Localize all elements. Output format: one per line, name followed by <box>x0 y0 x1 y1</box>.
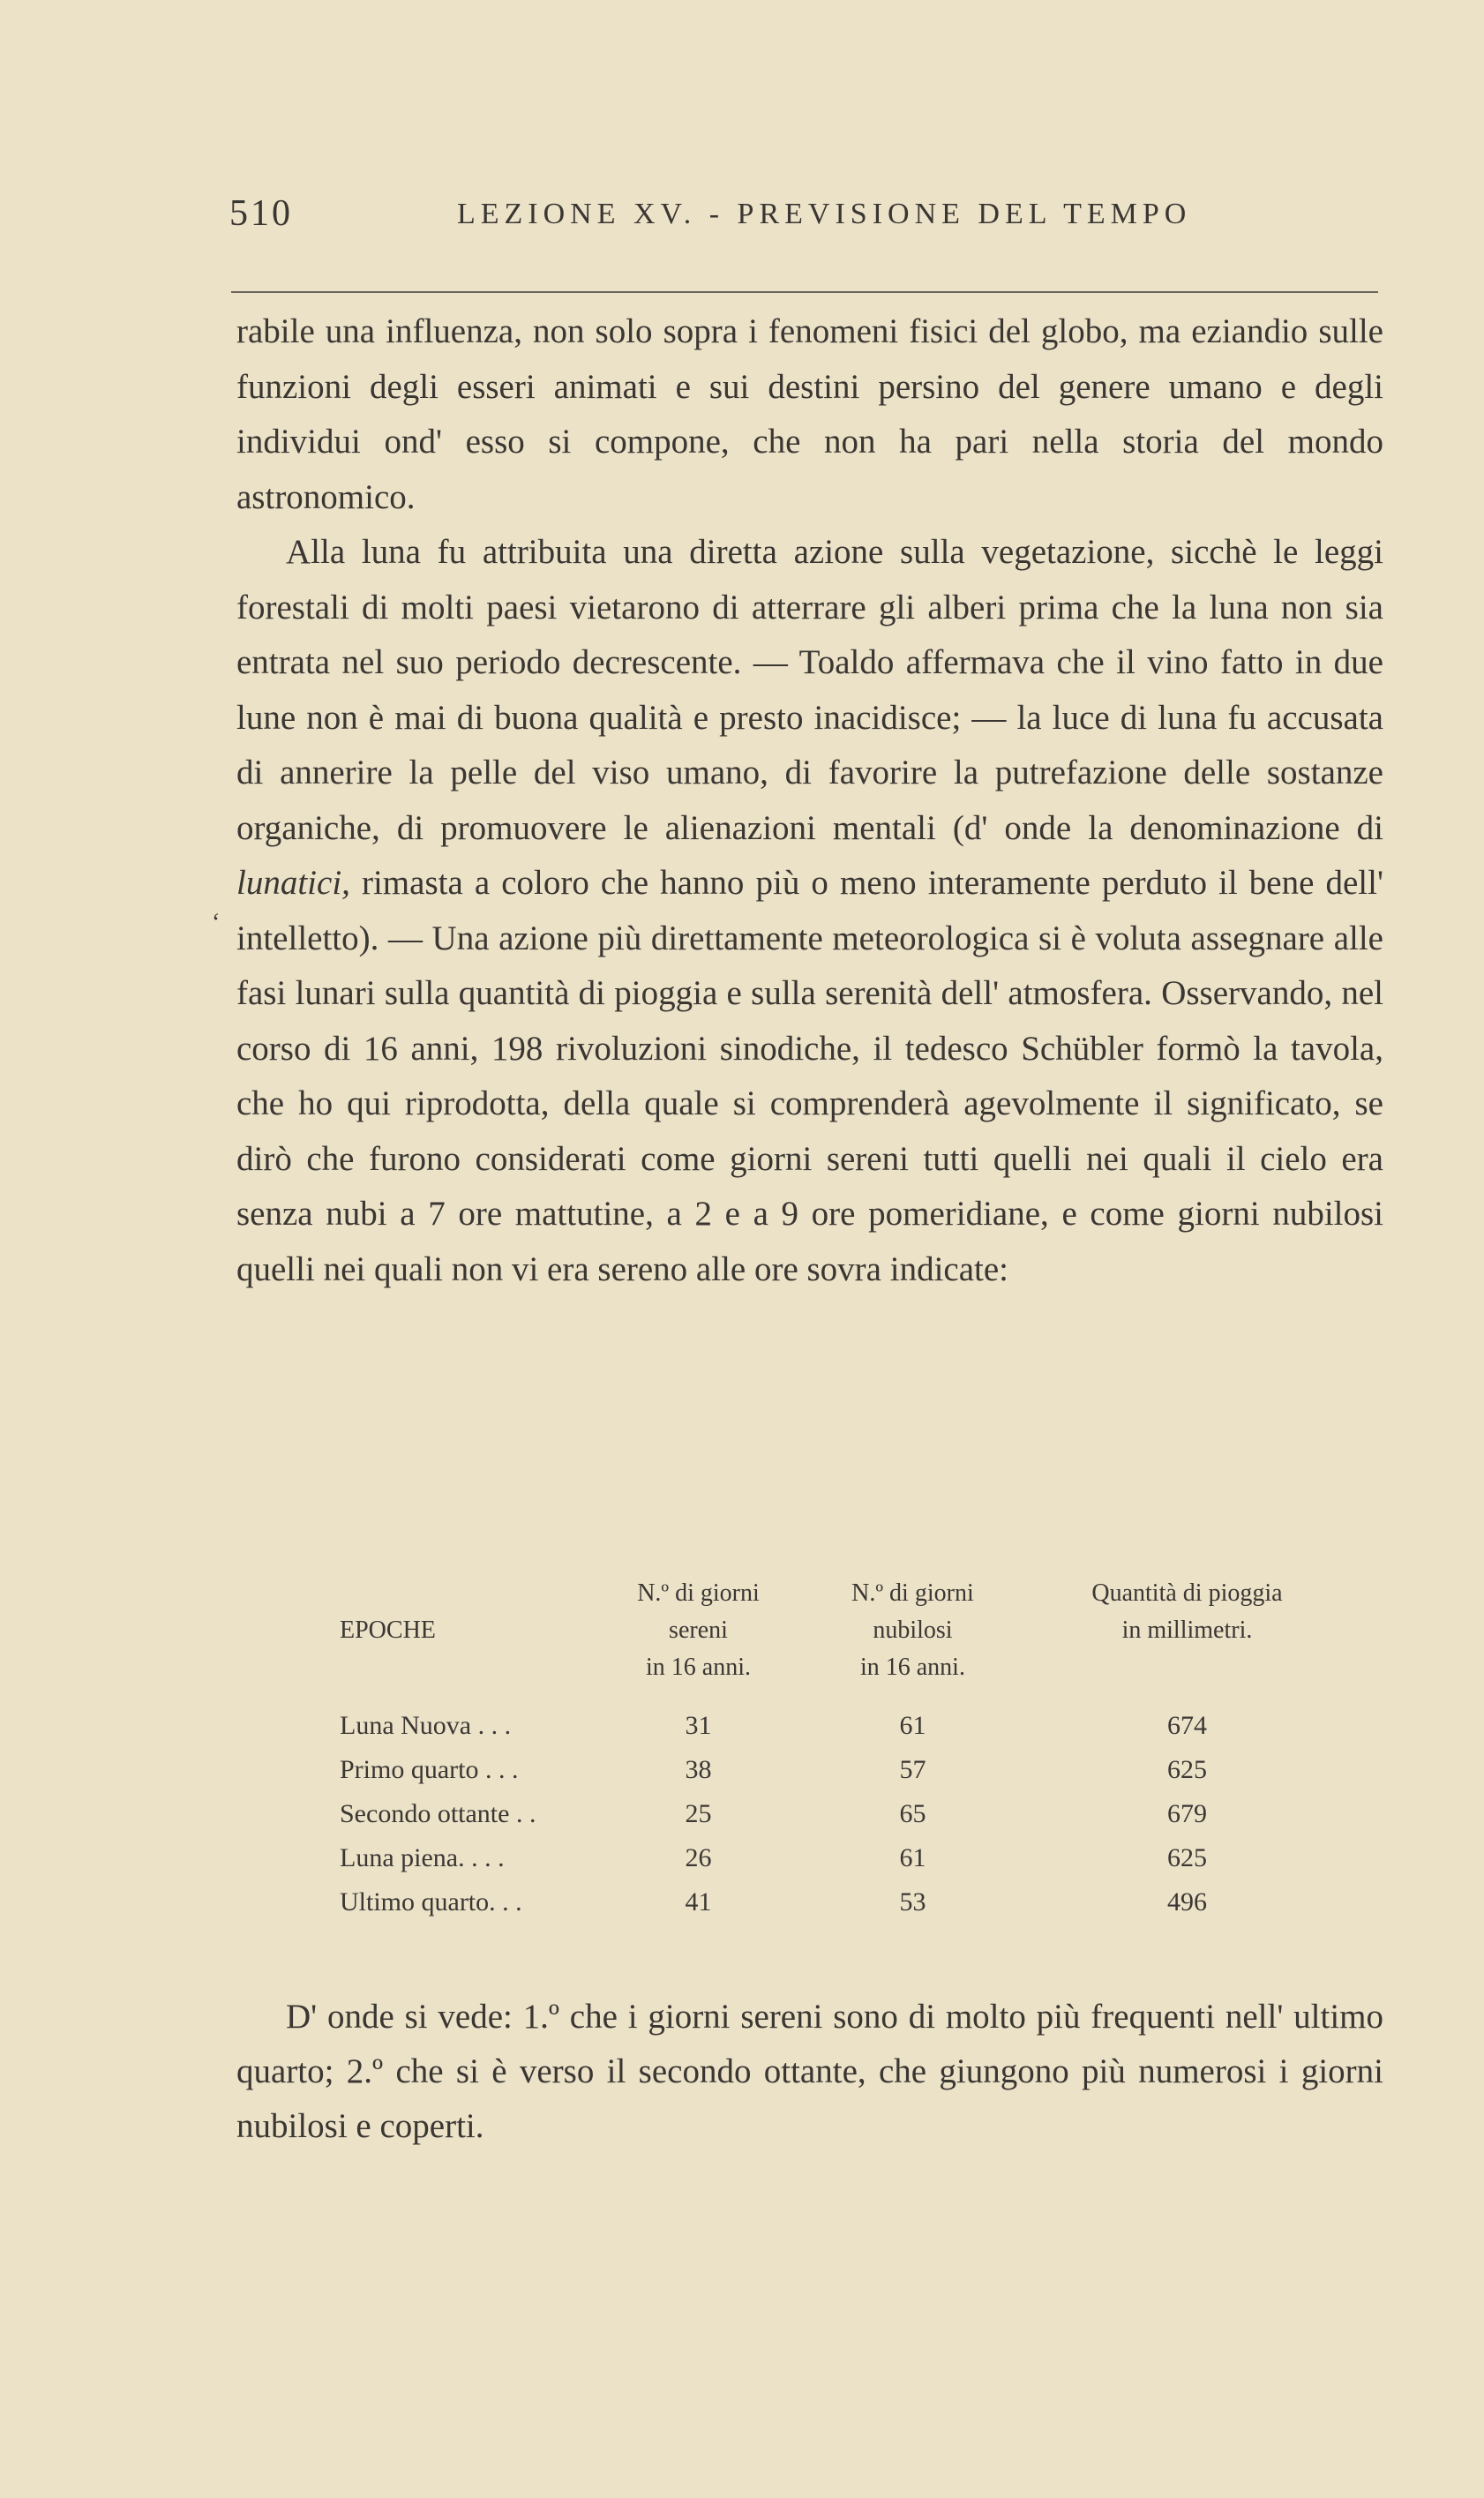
row-epoca: Secondo ottante . . <box>340 1799 536 1828</box>
header-sereni <box>591 1575 806 1686</box>
header-sereni-line1: N.º di giorni <box>637 1579 760 1607</box>
body-text <box>236 304 1383 1297</box>
row-epoca: Primo quarto . . . <box>340 1755 519 1784</box>
table-row <box>340 1836 1354 1880</box>
conclusion-paragraph: D' onde si vede: 1.º che i giorni sereni sono di molto più frequenti nell' ultimo quarto; 2.º che si è verso il secondo ottante, che giungono più numerosi i giorni nubilosi e coperti. <box>236 1998 1383 2145</box>
row-nubilosi: 61 <box>899 1843 926 1872</box>
header-nubilosi <box>806 1575 1020 1686</box>
paragraph-2 <box>236 525 1383 1297</box>
header-sereni-line3: in 16 anni. <box>645 1654 751 1681</box>
row-pioggia: 625 <box>1166 1843 1207 1872</box>
paragraph-2-italic-term: lunatici, <box>236 864 350 902</box>
row-nubilosi: 65 <box>899 1799 926 1828</box>
row-sereni: 41 <box>685 1887 712 1917</box>
header-pioggia-line1: Quantità di pioggia <box>1091 1579 1283 1607</box>
row-epoca: Ultimo quarto. . . <box>340 1887 522 1917</box>
header-rule <box>231 291 1378 293</box>
header-sereni-line2: sereni <box>669 1617 728 1644</box>
table-row <box>340 1748 1354 1792</box>
running-title: LEZIONE XV. - PREVISIONE DEL TEMPO <box>457 198 1192 230</box>
row-nubilosi: 57 <box>899 1755 926 1784</box>
row-nubilosi: 61 <box>899 1711 926 1740</box>
row-epoca: Luna Nuova . . . <box>340 1711 512 1740</box>
running-head <box>229 192 1385 245</box>
margin-mark: ‘ <box>212 909 221 936</box>
paragraph-2-text-a: Alla luna fu attribuita una diretta azione sulla vegetazione, sicchè le leggi forestali di molti paesi vietarono di atterrare gli alberi prima che la luna non sia entrata nel suo periodo decrescente. — Toaldo affermava che il vino fatto in due lune non è mai di buona qualità e presto inacidisce; — la luce di luna fu accusata di annerire la pelle del viso umano, di favorire la putrefazione delle sostanze organiche, di promuovere le alienazioni mentali (d' onde la denominazione di <box>236 533 1383 847</box>
paragraph-1: rabile una influenza, non solo sopra i fenomeni fisici del globo, ma eziandio sulle funzioni degli esseri animati e sui destini persino del genere umano e degli individui ond' esso si compone, che non ha pari nella storia del mondo astronomico. <box>236 312 1383 516</box>
row-nubilosi: 53 <box>899 1887 926 1917</box>
lunar-phases-table <box>340 1575 1354 1924</box>
row-sereni: 38 <box>685 1755 712 1784</box>
header-nubilosi-line1: N.º di giorni <box>851 1579 974 1607</box>
header-pioggia <box>1020 1575 1354 1686</box>
table-header-row <box>340 1575 1354 1686</box>
row-pioggia: 679 <box>1166 1799 1207 1828</box>
table-row <box>340 1792 1354 1836</box>
page-number: 510 <box>229 193 293 234</box>
table-row <box>340 1704 1354 1748</box>
header-pioggia-line2: in millimetri. <box>1121 1617 1253 1644</box>
row-sereni: 25 <box>685 1799 712 1828</box>
row-pioggia: 625 <box>1166 1755 1207 1784</box>
paragraph-2-text-b: rimasta a coloro che hanno più o meno interamente perduto il bene dell' intelletto). — Una azione più direttamente meteorologica si è voluta assegnare alle fasi lunari sulla quantità di pioggia e sulla serenità dell' atmosfera. Osservando, nel corso di 16 anni, 198 rivoluzioni sinodiche, il tedesco Schübler formò la tavola, che ho qui riprodotta, della quale si comprenderà agevolmente il significato, se dirò che furono considerati come giorni sereni tutti quelli nei quali il cielo era senza nubi a 7 ore mattutine, a 2 e a 9 ore pomeridiane, e come giorni nubilosi quelli nei quali non vi era sereno alle ore sovra indicate: <box>236 864 1383 1288</box>
table-row <box>340 1880 1354 1924</box>
row-pioggia: 496 <box>1166 1887 1207 1917</box>
row-epoca: Luna piena. . . . <box>340 1843 505 1872</box>
row-sereni: 31 <box>685 1711 712 1740</box>
header-epoche: EPOCHE <box>340 1617 436 1644</box>
table-spacer <box>340 1686 1354 1704</box>
row-sereni: 26 <box>685 1843 712 1872</box>
header-nubilosi-line2: nubilosi <box>873 1617 953 1644</box>
row-pioggia: 674 <box>1166 1711 1207 1740</box>
header-nubilosi-line3: in 16 anni. <box>859 1654 965 1681</box>
